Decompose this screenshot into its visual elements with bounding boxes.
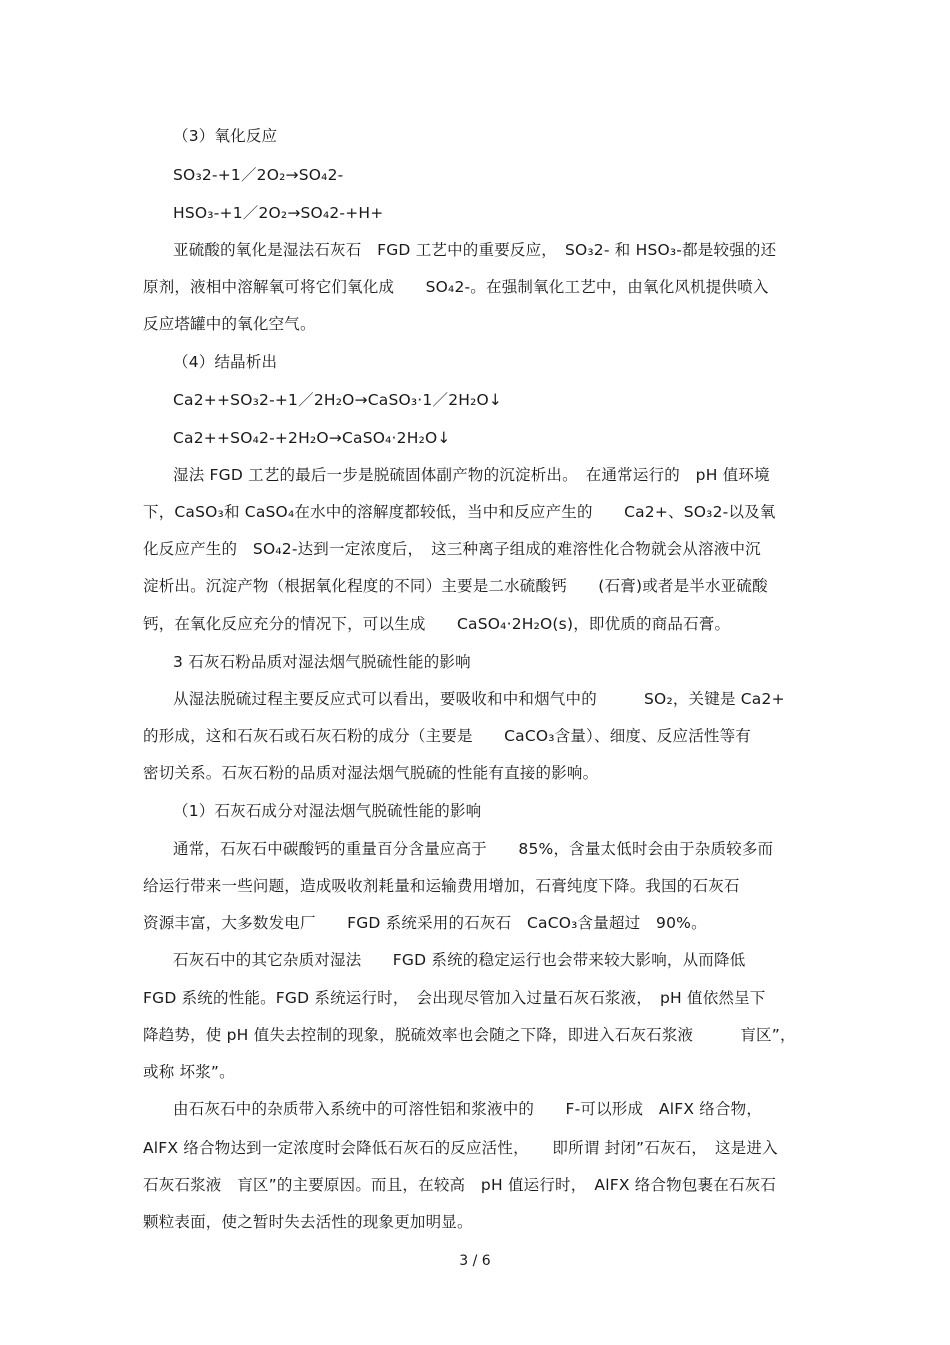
subheading-oxidation: （3）氧化反应 (173, 127, 278, 145)
paragraph-line: 降趋势，使 pH 值失去控制的现象，脱硫效率也会随之下降，即进入石灰石浆液 肓区”， (143, 1026, 796, 1044)
paragraph-line: 的形成，这和石灰石或石灰石粉的成分（主要是 CaCO₃含量）、细度、反应活性等有 (143, 727, 752, 745)
paragraph-line: 下，CaSO₃和 CaSO₄在水中的溶解度都较低，当中和反应产生的 Ca2+、SO₃2-以及氧 (143, 503, 776, 521)
paragraph-line: FGD 系统的性能。FGD 系统运行时， 会出现尽管加入过量石灰石浆液， pH 值依然呈下 (143, 989, 766, 1007)
paragraph-line: 或称 坏浆”。 (143, 1063, 235, 1081)
paragraph-line: 石灰石中的其它杂质对湿法 FGD 系统的稳定运行也会带来较大影响，从而降低 (173, 951, 746, 969)
paragraph-line: 密切关系。石灰石粉的品质对湿法烟气脱硫的性能有直接的影响。 (143, 764, 599, 782)
subheading-limestone-composition: （1）石灰石成分对湿法烟气脱硫性能的影响 (173, 802, 482, 820)
paragraph-line: 湿法 FGD 工艺的最后一步是脱硫固体副产物的沉淀析出。 在通常运行的 pH 值环境 (173, 466, 770, 484)
page-number: 3 / 6 (459, 1253, 491, 1269)
paragraph-line: 石灰石浆液 肓区”的主要原因。而且，在较高 pH 值运行时， AlFX 络合物包裹在石灰石 (143, 1176, 777, 1194)
paragraph-line: 钙，在氧化反应充分的情况下，可以生成 CaSO₄·2H₂O(s)，即优质的商品石膏。 (143, 615, 731, 633)
subheading-crystallization: （4）结晶析出 (173, 353, 278, 371)
equation-calcium-sulfate: Ca2++SO₄2-+2H₂O→CaSO₄·2H₂O↓ (173, 429, 451, 447)
paragraph-line: 给运行带来一些问题，造成吸收剂耗量和运输费用增加，石膏纯度下降。我国的石灰石 (143, 877, 740, 895)
equation-bisulfite-oxidation: HSO₃-+1／2O₂→SO₄2-+H+ (173, 204, 384, 222)
section-heading: 3 石灰石粉品质对湿法烟气脱硫性能的影响 (173, 653, 471, 671)
paragraph-line: 资源丰富，大多数发电厂 FGD 系统采用的石灰石 CaCO₃含量超过 90%。 (143, 914, 707, 932)
equation-sulfite-oxidation: SO₃2-+1／2O₂→SO₄2- (173, 166, 344, 184)
paragraph-line: 淀析出。沉淀产物（根据氧化程度的不同）主要是二水硫酸钙 (石膏)或者是半水亚硫酸 (143, 577, 768, 595)
equation-calcium-sulfite: Ca2++SO₃2-+1／2H₂O→CaSO₃·1／2H₂O↓ (173, 391, 503, 409)
paragraph-line: 亚硫酸的氧化是湿法石灰石 FGD 工艺中的重要反应， SO₃2- 和 HSO₃-都是较强的还 (173, 241, 777, 259)
paragraph-line: 由石灰石中的杂质带入系统中的可溶性铝和浆液中的 F-可以形成 AlFX 络合物， (173, 1100, 763, 1118)
paragraph-line: 原剂，液相中溶解氧可将它们氧化成 SO₄2-。在强制氧化工艺中，由氧化风机提供喷入 (143, 278, 769, 296)
paragraph-line: 反应塔罐中的氧化空气。 (143, 315, 316, 333)
paragraph-line: 通常，石灰石中碳酸钙的重量百分含量应高于 85%，含量太低时会由于杂质较多而 (173, 840, 774, 858)
paragraph-line: 从湿法脱硫过程主要反应式可以看出，要吸收和中和烟气中的 SO₂，关键是 Ca2+ (173, 690, 785, 708)
paragraph-line: 颗粒表面，使之暂时失去活性的现象更加明显。 (143, 1213, 473, 1231)
paragraph-line: 化反应产生的 SO₄2-达到一定浓度后， 这三种离子组成的难溶性化合物就会从溶液中沉 (143, 540, 761, 558)
paragraph-line: AlFX 络合物达到一定浓度时会降低石灰石的反应活性， 即所谓 封闭”石灰石， 这是进入 (143, 1139, 778, 1157)
